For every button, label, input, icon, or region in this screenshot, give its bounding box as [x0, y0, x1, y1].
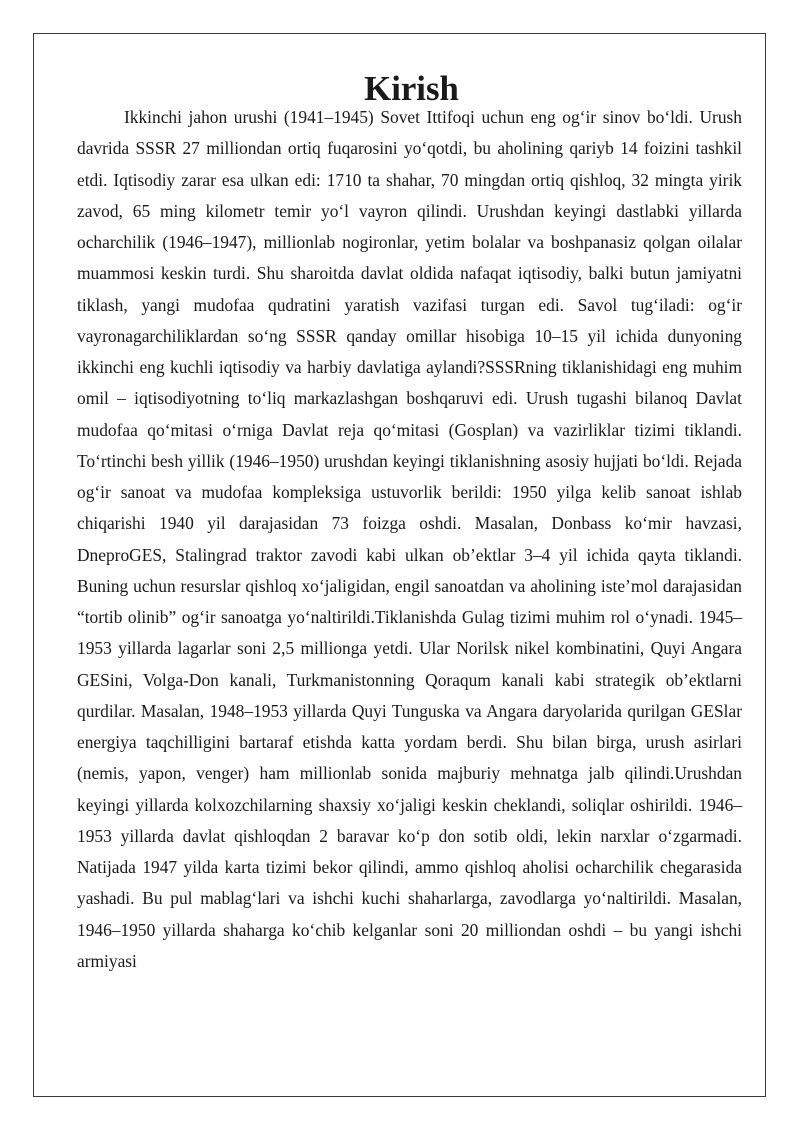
document-title: Kirish — [364, 69, 459, 108]
body-paragraph: Ikkinchi jahon urushi (1941–1945) Sovet Ittifoqi uchun eng og‘ir sinov bo‘ldi. Urush davrida SSSR 27 milliondan ortiq fuqarosini yo‘qotdi, bu aholining qariyb 14 foizini tashkil etdi. Iqtisodiy zarar esa ulkan edi: 1710 ta shahar, 70 mingdan ortiq qishloq, 32 mingta yirik zavod, 65 ming kilometr temir yo‘l vayron qilindi. Urushdan keyingi dastlabki yillarda ocharchilik (1946–1947), millionlab nogironlar, yetim bolalar va boshpanasiz qolgan oilalar muammosi keskin turdi. Shu sharoitda davlat oldida nafaqat iqtisodiy, balki butun jamiyatni tiklash, yangi mudofaa qudratini yaratish vazifasi turgan edi. Savol tug‘iladi: og‘ir vayronagarchiliklardan so‘ng SSSR qanday omillar hisobiga 10–15 yil ichida dunyoning ikkinchi eng kuchli iqtisodiy va harbiy davlatiga aylandi?SSSRning tiklanishidagi eng muhim omil – iqtisodiyotning to‘liq markazlashgan boshqaruvi edi. Urush tugashi bilanoq Davlat mudofaa qo‘mitasi o‘rniga Davlat reja qo‘mitasi (Gosplan) va vazirliklar tizimi tiklandi. To‘rtinchi besh yillik (1946–1950) urushdan keyingi tiklanishning asosiy hujjati bo‘ldi. Rejada og‘ir sanoat va mudofaa kompleksiga ustuvorlik berildi: 1950 yilga kelib sanoat ishlab chiqarishi 1940 yil darajasidan 73 foizga oshdi. Masalan, Donbass ko‘mir havzasi, DneproGES, Stalingrad traktor zavodi kabi ulkan ob’ektlar 3–4 yil ichida qayta tiklandi. Buning uchun resurslar qishloq xo‘jaligidan, engil sanoatdan va aholining iste’mol darajasidan “tortib olinib” og‘ir sanoatga yo‘naltirildi.Tiklanishda Gulag tizimi muhim rol o‘ynadi. 1945–1953 yillarda lagarlar soni 2,5 millionga yetdi. Ular Norilsk nikel kombinatini, Quyi Angara GESini, Volga-Don kanali, Turkmanistonning Qoraqum kanali kabi strategik ob’ektlarni qurdilar. Masalan, 1948–1953 yillarda Quyi Tunguska va Angara daryolarida qurilgan GESlar energiya taqchilligini bartaraf etishda katta yordam berdi. Shu bilan birga, urush asirlari (nemis, yapon, venger) ham millionlab sonida majburiy mehnatga jalb qilindi.Urushdan keyingi yillarda kolxozchilarning shaxsiy xo‘jaligi keskin cheklandi, soliqlar oshirildi. 1946–1953 yillarda davlat qishloqdan 2 baravar ko‘p don sotib oldi, lekin narxlar o‘zgarmadi. Natijada 1947 yilda karta tizimi bekor qilindi, ammo qishloq aholisi ocharchilik chegarasida yashadi. Bu pul mablag‘lari va ishchi kuchi shaharlarga, zavodlarga yo‘naltirildi. Masalan, 1946–1950 yillarda shaharga ko‘chib kelganlar soni 20 milliondan oshdi – bu yangi ishchi armiyasi — [77, 107, 742, 971]
document-content — [77, 69, 742, 977]
